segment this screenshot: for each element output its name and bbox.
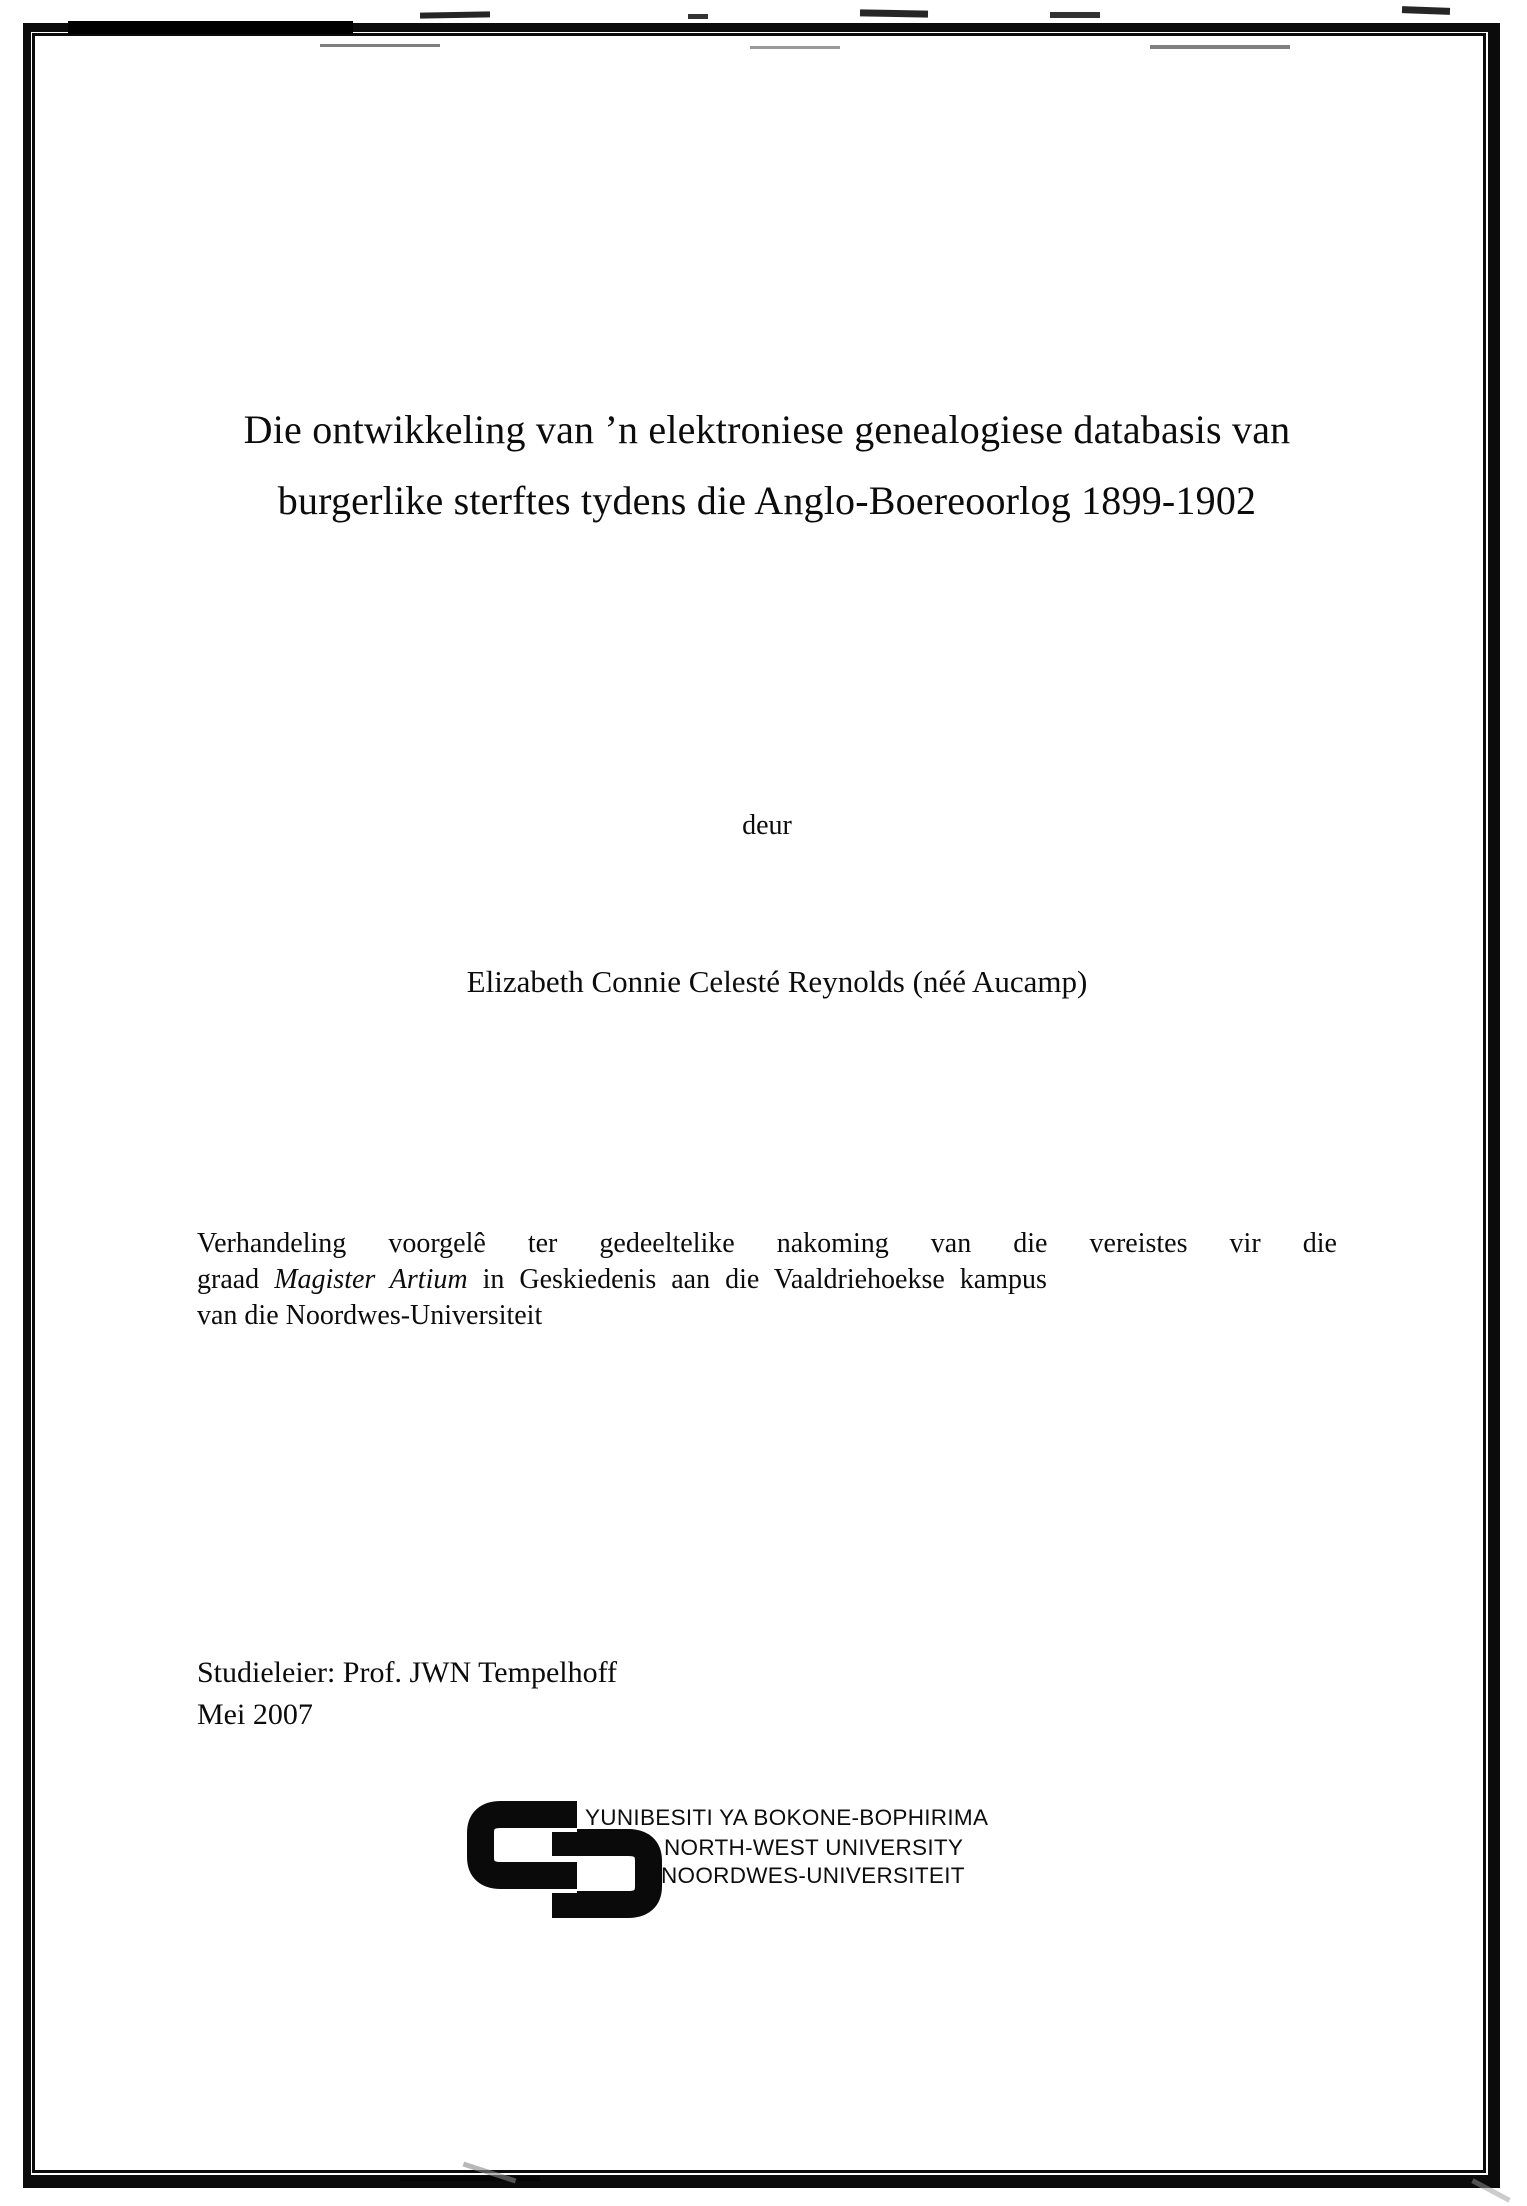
scan-artifact	[1050, 12, 1100, 18]
degree-statement	[197, 1226, 1337, 1334]
degree-statement-line1: Verhandeling voorgelê ter gedeeltelike nakoming van die vereistes vir die	[197, 1228, 1337, 1259]
degree-statement-line3: van die Noordwes-Universiteit	[197, 1300, 543, 1331]
degree-statement-line2	[197, 1262, 1337, 1298]
scan-artifact	[860, 9, 928, 17]
thesis-title-line2: burgerlike sterftes tydens die Anglo-Boereoorlog 1899-1902	[277, 478, 1257, 523]
degree-name-italic: Magister Artium	[274, 1264, 468, 1295]
thesis-title-line1: Die ontwikkeling van ’n elektroniese genealogiese databasis van	[243, 407, 1291, 452]
degree-statement-line2-suffix: in Geskiedenis aan die Vaaldriehoekse kampus	[467, 1264, 1047, 1295]
date-line: Mei 2007	[197, 1698, 313, 1731]
scan-artifact	[1402, 6, 1450, 15]
logo-text-setswana: YUNIBESITI YA BOKONE-BOPHIRIMA	[585, 1805, 989, 1830]
logo-text-afrikaans: NOORDWES-UNIVERSITEIT	[661, 1863, 965, 1888]
scan-artifact	[420, 11, 490, 18]
supervisor-block	[197, 1652, 1097, 1736]
degree-statement-line2-prefix: graad	[197, 1264, 275, 1295]
scan-artifact	[750, 46, 840, 49]
scan-artifact	[68, 21, 353, 34]
scan-artifact	[320, 44, 440, 47]
author-name: Elizabeth Connie Celesté Reynolds (néé Aucamp)	[466, 964, 1088, 999]
logo-text-english: NORTH-WEST UNIVERSITY	[664, 1835, 964, 1860]
scan-artifact	[400, 2176, 540, 2181]
scan-artifact	[1150, 45, 1290, 49]
supervisor-line: Studieleier: Prof. JWN Tempelhoff	[197, 1656, 618, 1689]
thesis-title	[197, 394, 1337, 536]
scan-artifact	[688, 14, 708, 19]
byline-label: deur	[742, 810, 792, 841]
